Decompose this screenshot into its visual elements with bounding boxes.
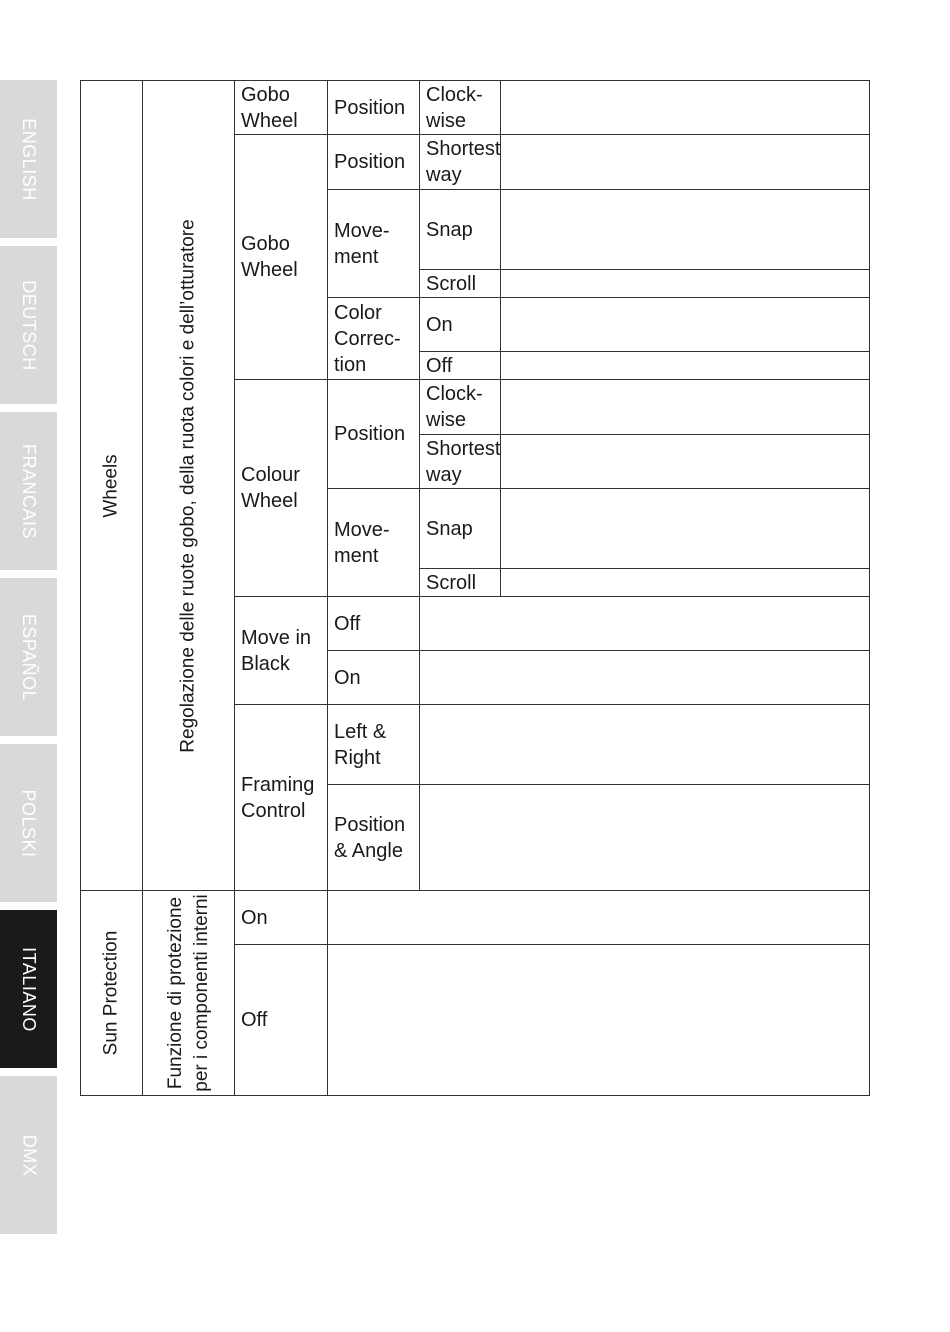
description-cell (501, 352, 870, 380)
tab-dmx[interactable] (0, 1076, 57, 1234)
gobo2-color-correction: Color Correc-tion (328, 298, 420, 380)
gobo2-snap: Snap (420, 190, 501, 270)
group-move-in-black: Move in Black (235, 597, 328, 705)
move-in-black-on: On (328, 651, 420, 705)
gobo2-cc-on: On (420, 298, 501, 352)
tab-english[interactable] (0, 80, 57, 238)
move-in-black-off: Off (328, 597, 420, 651)
group-gobo-wheel-1: Gobo Wheel (235, 80, 328, 135)
section-wheels-description: Regolazione delle ruote gobo, della ruota colori e dell’otturatore (143, 80, 235, 891)
group-framing-control: Framing Control (235, 705, 328, 891)
framing-left-right: Left & Right (328, 705, 420, 785)
colour-shortest-way: Shortest way (420, 435, 501, 489)
description-cell (501, 489, 870, 569)
tab-francais[interactable] (0, 412, 57, 570)
colour-snap: Snap (420, 489, 501, 569)
colour-movement: Move-ment (328, 489, 420, 597)
tab-deutsch[interactable] (0, 246, 57, 404)
gobo2-position: Position (328, 135, 420, 190)
colour-clockwise: Clock-wise (420, 380, 501, 435)
gobo2-cc-off: Off (420, 352, 501, 380)
group-gobo-wheel-2: Gobo Wheel (235, 135, 328, 380)
tab-label: FRANCAIS (19, 443, 40, 539)
section-wheels-label: Wheels (80, 80, 143, 891)
description-cell (501, 135, 870, 190)
description-cell (501, 80, 870, 135)
tab-label: DEUTSCH (19, 279, 40, 371)
tab-italiano[interactable] (0, 910, 57, 1068)
section-sun-protection-description: Funzione di protezione per i componenti interni (143, 891, 235, 1096)
tab-label: ESPAÑOL (19, 613, 40, 701)
description-cell (420, 705, 870, 785)
tab-label: ITALIANO (19, 946, 39, 1032)
tab-espanol[interactable] (0, 578, 57, 736)
description-cell (420, 785, 870, 891)
tab-label: POLSKI (19, 788, 39, 858)
sun-protection-on: On (235, 891, 328, 945)
settings-table (80, 80, 870, 1096)
gobo2-scroll: Scroll (420, 270, 501, 298)
colour-scroll: Scroll (420, 569, 501, 597)
description-cell (420, 597, 870, 651)
tab-label: ENGLISH (19, 117, 39, 201)
description-cell (501, 569, 870, 597)
tab-polski[interactable] (0, 744, 57, 902)
description-cell (501, 190, 870, 270)
group-colour-wheel: Colour Wheel (235, 380, 328, 597)
tab-label: DMX (19, 1134, 39, 1176)
sun-protection-on-description (328, 891, 870, 945)
gobo1-position: Position (328, 80, 420, 135)
section-sun-protection-label: Sun Protection (80, 891, 143, 1096)
description-cell (501, 380, 870, 435)
gobo2-shortest-way: Shortest way (420, 135, 501, 190)
framing-position-angle: Position & Angle (328, 785, 420, 891)
sun-protection-off: Off (235, 945, 328, 1096)
description-cell (501, 435, 870, 489)
description-cell (501, 298, 870, 352)
description-cell (501, 270, 870, 298)
description-cell (420, 651, 870, 705)
gobo2-movement: Move-ment (328, 190, 420, 298)
colour-position: Position (328, 380, 420, 489)
gobo1-clockwise: Clock-wise (420, 80, 501, 135)
sun-protection-off-description (328, 945, 870, 1096)
